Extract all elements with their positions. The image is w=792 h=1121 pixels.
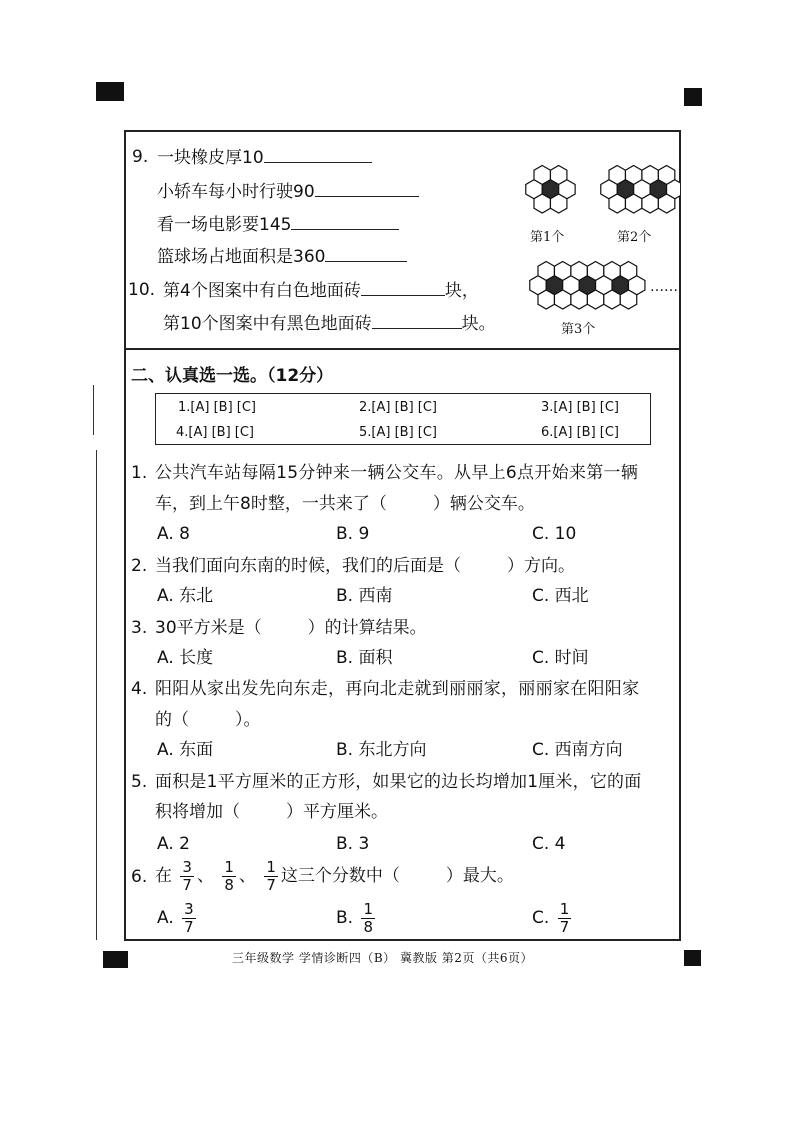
white-hexagon-tile [620,290,636,309]
hexagon-pattern-figures [505,155,680,340]
answer-slot-6[interactable]: 6.[A] [B] [C] [541,425,619,440]
q10-text: 第10个图案中有黑色地面砖 [163,314,372,334]
fraction-one-eighth [222,859,236,894]
q3-option-b[interactable]: B. 面积 [336,648,393,668]
white-hexagon-tile [571,290,587,309]
white-hexagon-tile [658,194,674,213]
q2-text: ）方向。 [507,556,575,576]
q4-line-1: 阳阳从家出发先向东走，再向北走就到丽丽家，丽丽家在阳阳家 [155,679,640,699]
q1-line-2 [155,493,535,515]
q2-line [155,555,575,577]
q3-number: 3. [131,618,148,638]
white-hexagon-tile [604,290,620,309]
answer-blank[interactable] [315,180,419,197]
white-hexagon-tile [625,194,641,213]
q3-text: ）的计算结果。 [307,618,427,638]
q10-text: 块。 [461,314,496,334]
q6-text: ）最大。 [445,866,514,886]
answer-slot-3[interactable]: 3.[A] [B] [C] [541,400,619,415]
registration-mark-bottom-right [684,950,701,966]
q1-option-c[interactable]: C. 10 [532,524,577,544]
q10-number: 10. [128,280,156,300]
white-hexagon-tile [554,290,570,309]
q1-text: ）辆公交车。 [432,494,535,514]
q1-line-1: 公共汽车站每隔15分钟来一辆公交车。从早上6点开始来第一辆 [155,463,639,483]
fraction-denominator: 8 [363,917,374,936]
q10-line-2 [163,312,496,335]
white-hexagon-tile [587,290,603,309]
fraction-denominator: 8 [224,875,234,894]
q6-text: 这三个分数中（ [280,866,400,886]
figure-label-2: 第2个 [617,230,652,245]
pattern-figure-1 [526,166,575,214]
white-hexagon-tile [534,194,550,213]
q4-option-c[interactable]: C. 西南方向 [532,740,623,760]
q4-option-a[interactable]: A. 东面 [157,740,214,760]
q6-option-c[interactable] [532,898,574,938]
q2-option-a[interactable]: A. 东北 [157,586,214,606]
answer-blank[interactable] [325,245,407,262]
answer-blank[interactable] [291,213,399,230]
q10-text: 块， [444,281,479,301]
q1-option-a[interactable]: A. 8 [157,524,190,544]
q5-option-a[interactable]: A. 2 [157,834,190,854]
option-letter: B. [336,908,354,928]
q6-option-b[interactable] [336,898,378,938]
figure-ellipsis: …… [650,279,678,295]
q10-line-1 [163,279,479,302]
fraction-three-sevenths [180,859,194,894]
fraction-denominator: 7 [266,875,276,894]
q2-option-c[interactable]: C. 西北 [532,586,589,606]
q9-number: 9. [132,147,149,167]
white-hexagon-tile [609,194,625,213]
pattern-figure-2 [601,166,680,214]
q3-line [155,617,427,639]
fraction-numerator: 1 [266,857,276,876]
fraction-denominator: 7 [559,917,570,936]
q5-line-2 [155,801,388,823]
q6-separator: 、 [196,866,214,886]
fraction-numerator: 3 [184,899,194,918]
white-hexagon-tile [550,194,566,213]
q9-line-2 [157,180,419,203]
q1-option-b[interactable]: B. 9 [336,524,370,544]
registration-mark-bottom-left [103,951,128,968]
pattern-figure-3 [530,262,645,310]
q9-text: 篮球场占地面积是360 [157,247,326,267]
q6-option-a[interactable] [157,898,199,938]
q5-line-1: 面积是1平方厘米的正方形，如果它的边长均增加1厘米，它的面 [155,772,642,792]
white-hexagon-tile [538,290,554,309]
fraction-denominator: 7 [182,875,192,894]
fraction-one-eighth [361,901,375,936]
q2-text: 当我们面向东南的时候，我们的后面是（ [155,556,461,576]
answer-blank[interactable] [361,279,445,296]
q4-option-b[interactable]: B. 东北方向 [336,740,427,760]
fraction-denominator: 7 [184,917,194,936]
q5-option-c[interactable]: C. 4 [532,834,566,854]
q5-text: ）平方厘米。 [286,802,388,822]
page-footer: 三年级数学 学情诊断四（B） 冀教版 第2页（共6页） [232,951,534,965]
registration-mark-top-left [96,82,124,101]
q6-text: 在 [155,866,172,886]
q3-option-a[interactable]: A. 长度 [157,648,214,668]
answer-slot-4[interactable]: 4.[A] [B] [C] [176,425,254,440]
q4-text: 的（ [155,710,189,730]
white-hexagon-tile [642,194,658,213]
q6-line [155,856,514,896]
q9-text: 一块橡皮厚10 [157,148,264,168]
fraction-one-seventh [264,859,278,894]
binding-line [96,450,97,940]
q6-number: 6. [131,867,148,887]
fraction-one-seventh [558,901,572,936]
q9-line-3 [157,213,399,236]
figure-label-3: 第3个 [561,322,596,337]
q2-number: 2. [131,556,148,576]
q3-option-c[interactable]: C. 时间 [532,648,589,668]
registration-mark-top-right [684,88,702,106]
q9-line-4 [157,245,407,268]
answer-blank[interactable] [372,312,462,329]
answer-slot-1[interactable]: 1.[A] [B] [C] [178,400,256,415]
fraction-numerator: 1 [224,857,234,876]
q5-text: 积将增加（ [155,802,240,822]
q10-text: 第4个图案中有白色地面砖 [163,281,361,301]
q4-text: ）。 [235,710,261,730]
q9-line-1 [157,146,372,169]
answer-slot-2[interactable]: 2.[A] [B] [C] [359,400,437,415]
fraction-three-sevenths [182,901,196,936]
q5-option-b[interactable]: B. 3 [336,834,370,854]
section-divider [124,348,681,350]
q6-separator: 、 [238,866,256,886]
option-letter: A. [157,908,174,928]
q5-number: 5. [131,772,148,792]
binding-line [93,385,94,435]
q4-line-2 [155,709,261,731]
fraction-numerator: 3 [182,857,192,876]
q1-number: 1. [131,463,148,483]
q2-option-b[interactable]: B. 西南 [336,586,393,606]
q4-number: 4. [131,679,148,699]
figure-label-1: 第1个 [530,230,565,245]
q9-text: 小轿车每小时行驶90 [157,182,315,202]
q3-text: 30平方米是（ [155,618,262,638]
fraction-numerator: 1 [363,899,374,918]
fraction-numerator: 1 [559,899,570,918]
q9-text: 看一场电影要145 [157,215,292,235]
section-two-heading: 二、认真选一选。（12分） [131,366,334,386]
answer-blank[interactable] [264,146,372,163]
answer-slot-5[interactable]: 5.[A] [B] [C] [359,425,437,440]
q1-text: 车，到上午8时整，一共来了（ [155,494,387,514]
option-letter: C. [532,908,550,928]
